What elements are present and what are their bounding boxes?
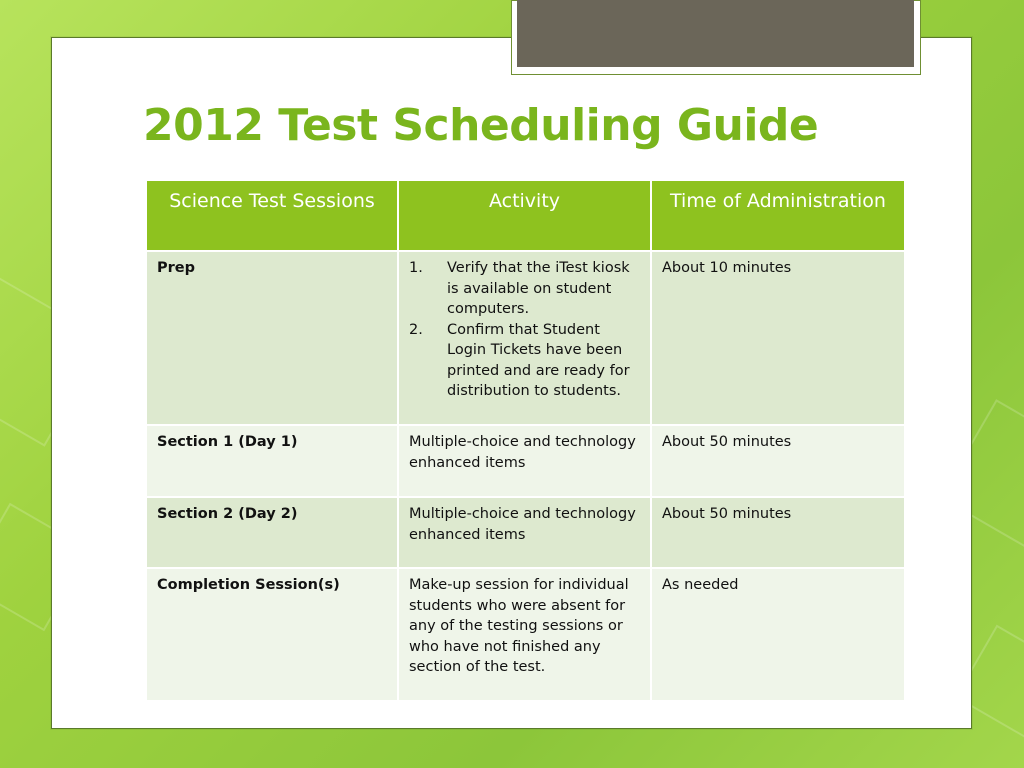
activity-steps-list: [409, 258, 642, 402]
time-cell: About 10 minutes: [651, 251, 905, 425]
header-sessions: Science Test Sessions: [146, 180, 398, 251]
step-number: 2.: [409, 321, 423, 338]
activity-step: [409, 258, 642, 320]
activity-cell: [398, 251, 651, 425]
header-activity: Activity: [398, 180, 651, 251]
step-number: 1.: [409, 260, 423, 276]
session-cell: Completion Session(s): [146, 568, 398, 701]
time-cell: About 50 minutes: [651, 425, 905, 497]
table-row: [146, 251, 905, 425]
session-cell: Section 2 (Day 2): [146, 497, 398, 568]
session-cell: Prep: [146, 251, 398, 425]
time-cell: About 50 minutes: [651, 497, 905, 568]
schedule-table: [145, 179, 906, 702]
step-text: Confirm that Student Login Tickets have been printed and are ready for distribution to students.: [447, 321, 630, 399]
top-accent-tab-fill: [517, 0, 914, 67]
table-row: [146, 425, 905, 497]
activity-cell: Multiple-choice and technology enhanced items: [398, 497, 651, 568]
activity-cell: Multiple-choice and technology enhanced items: [398, 425, 651, 497]
activity-cell: Make-up session for individual students who were absent for any of the testing sessions or who have not finished any section of the test.: [398, 568, 651, 701]
table-row: [146, 497, 905, 568]
session-cell: Section 1 (Day 1): [146, 425, 398, 497]
table-row: [146, 568, 905, 701]
time-cell: As needed: [651, 568, 905, 701]
table-header-row: [146, 180, 905, 251]
slide-title: 2012 Test Scheduling Guide: [143, 100, 819, 151]
step-text: Verify that the iTest kiosk is available on student computers.: [447, 260, 630, 317]
header-time: Time of Administration: [651, 180, 905, 251]
activity-step: [409, 320, 642, 402]
